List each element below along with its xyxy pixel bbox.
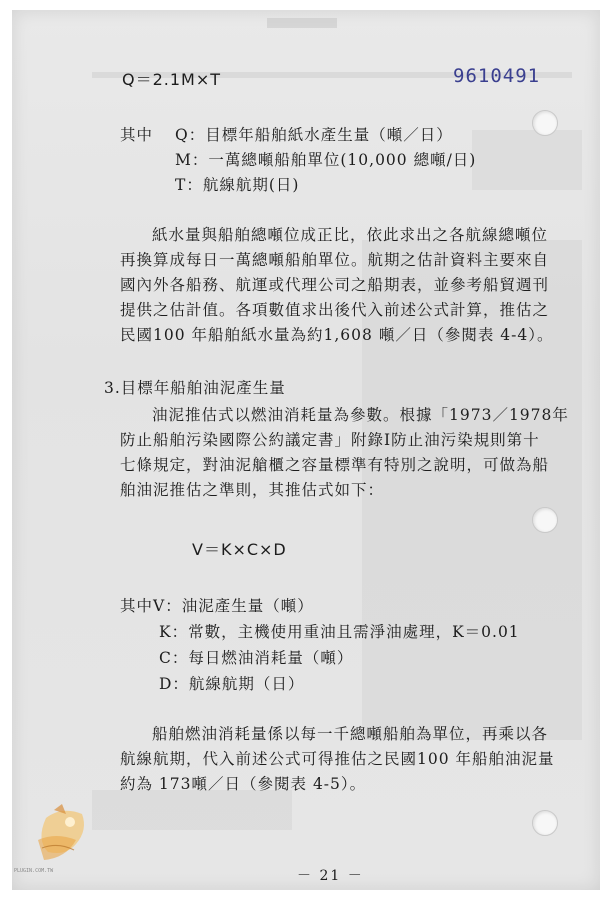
def1-q: Q：目標年船舶紙水產生量（噸／日） [175, 126, 453, 144]
bleed-through-mark [92, 790, 292, 830]
para2-line-3: 七條規定，對油泥艙櫃之容量標準有特別之說明，可做為船 [120, 456, 550, 474]
def2-k: K：常數，主機使用重油且需淨油處理，K＝0.01 [159, 623, 520, 641]
library-logo-icon [26, 800, 98, 870]
def2-v: 其中V：油泥產生量（噸） [120, 597, 314, 615]
para1-line-3: 國內外各船務、航運或代理公司之船期表，並參考船貿週刊 [120, 276, 550, 294]
scanned-page [12, 10, 600, 890]
para3-line-1: 船舶燃油消耗量係以每一千總噸船舶為單位，再乘以各 [152, 725, 549, 743]
punch-hole [532, 110, 558, 136]
para2-line-2: 防止船舶污染國際公約議定書」附錄Ⅰ防止油污染規則第十 [120, 431, 540, 449]
para1-line-4: 提供之估計值。各項數值求出後代入前述公式計算，推估之 [120, 301, 550, 319]
para2-line-1: 油泥推估式以燃油消耗量為參數。根據「1973／1978年 [152, 406, 569, 424]
para1-line-1: 紙水量與船舶總噸位成正比，依此求出之各航線總噸位 [152, 226, 549, 244]
para3-line-2: 航線航期，代入前述公式可得推估之民國100 年船舶油泥量 [120, 750, 555, 768]
para1-line-2: 再換算成每日一萬總噸船舶單位。航期之估計資料主要來自 [120, 251, 550, 269]
para3-line-3: 約為 173噸／日（參閱表 4-5）。 [120, 775, 367, 793]
def1-m: M：一萬總噸船舶單位(10,000 總噸/日) [175, 151, 477, 169]
section-heading: 3.目標年船舶油泥產生量 [104, 379, 286, 397]
logo-caption: PLUGIN.COM.TW [14, 868, 54, 874]
punch-hole [532, 810, 558, 836]
def2-c: C：每日燃油消耗量（噸） [159, 649, 354, 667]
def1-intro: 其中 [120, 126, 154, 144]
bleed-through-mark [472, 130, 582, 190]
document-number-stamp: 9610491 [453, 65, 541, 87]
def2-d: D：航線航期（日） [159, 675, 305, 693]
para2-line-4: 舶油泥推估之準則，其推估式如下： [120, 481, 385, 499]
page-number: － 21 － [297, 868, 364, 884]
formula-v: V＝K×C×D [192, 540, 287, 559]
punch-hole [532, 507, 558, 533]
def1-t: T：航線航期(日) [175, 176, 300, 194]
bleed-through-text [267, 14, 337, 32]
formula-q: Q＝2.1M×T [122, 70, 222, 89]
para1-line-5: 民國100 年船舶紙水量為約1,608 噸／日（參閱表 4-4）。 [120, 326, 554, 344]
